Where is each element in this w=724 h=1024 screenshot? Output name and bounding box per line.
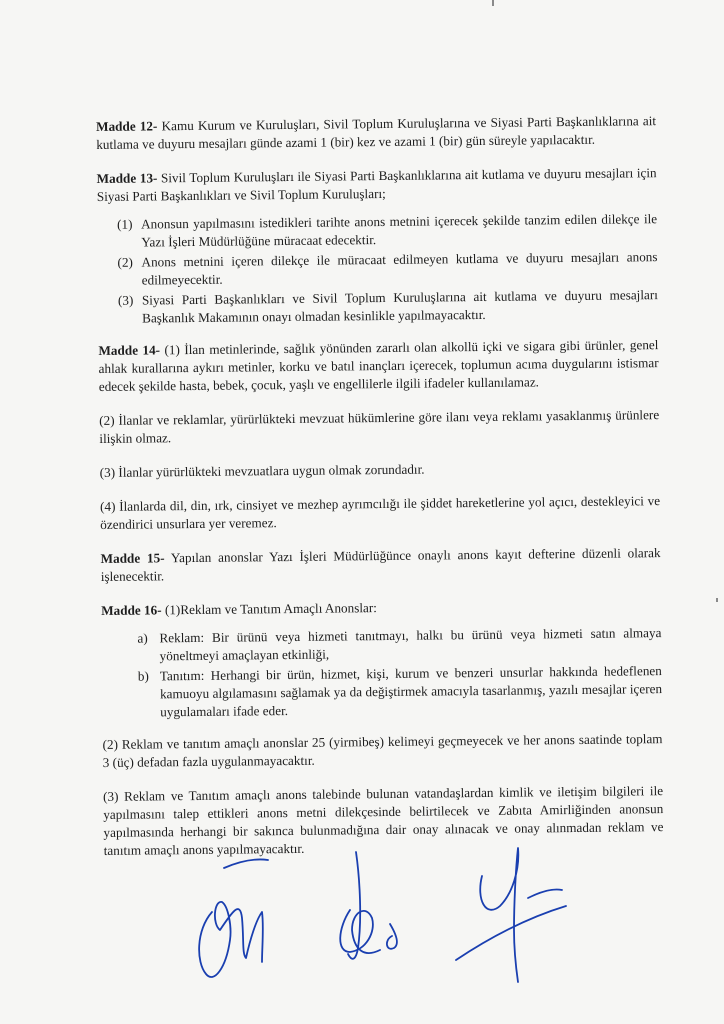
article-16-paragraph-3: (3) Reklam ve Tanıtım amaçlı anons talebinde bulunan vatandaşlardan kimlik ve iletişim bilgileri ile yapılmasını talep ettikleri anons metni dilekçesinde belirtilecek ve Zabıta Amirliğinden anonsun yapılmasında herhangi bir sakınca bulunmadığına dair onay alınacak ve onay alınmadan reklam ve tanıtım amaçlı anons yapılmayacaktır. <box>103 783 664 858</box>
list-item-text: Anonsun yapılmasını istedikleri tarihte anons metnini içerecek şekilde tanzim edilen dilekçe ile Yazı İşleri Müdürlüğüne müracaat edecektir. <box>141 211 658 250</box>
article-label: Madde 16- <box>101 602 162 618</box>
article-label: Madde 13- <box>96 170 158 186</box>
list-item-letter: a) <box>137 630 148 646</box>
article-text: Kamu Kurum ve Kuruluşları, Sivil Toplum Kuruluşlarına ve Siyasi Parti Başkanlıklarına ait kutlama ve duyuru mesajları günde azami 1 (bir) kez ve azami 1 (bir) gün süreyle yapılacaktır. <box>96 113 657 152</box>
article-16-paragraph-2: (2) Reklam ve tanıtım amaçlı anonslar 25 (yirmibeş) kelimeyi geçmeyecek ve her anons saatinde toplam 3 (üç) defadan fazla uygulanmayacaktır. <box>102 731 663 770</box>
article-12 <box>96 112 656 154</box>
article-15 <box>101 544 661 586</box>
list-item <box>97 248 657 290</box>
list-item-number: (3) <box>117 292 134 308</box>
article-13-list <box>97 210 658 328</box>
scan-mark-top <box>492 0 494 6</box>
article-text: Yapılan anonslar Yazı İşleri Müdürlüğünce onaylı anons kayıt defterine düzenli olarak işlenecektir. <box>100 545 661 584</box>
article-14-paragraph-2: (2) İlanlar ve reklamlar, yürürlükteki mevzuat hükümlerine göre ilanı veya reklamı yasaklanmış ürünlere ilişkin olmaz. <box>99 407 660 446</box>
list-item-number: (1) <box>117 216 133 232</box>
list-item-number: (2) <box>117 254 133 270</box>
document-body <box>96 112 664 876</box>
article-text: Sivil Toplum Kuruluşları ile Siyasi Parti Başkanlıklarına ait kutlama ve duyuru mesajları için Siyasi Parti Başkanlıkları ve Sivil Toplum Kuruluşları; <box>96 165 657 204</box>
article-14-paragraph-3: (3) İlanlar yürürlükteki mevzuatlara uygun olmak zorundadır. <box>99 461 425 480</box>
article-16-list <box>101 624 662 722</box>
list-item <box>101 624 661 666</box>
article-label: Madde 15- <box>100 550 165 566</box>
article-14 <box>98 336 659 396</box>
list-item <box>102 662 663 722</box>
list-item-text: Reklam: Bir ürünü veya hizmeti tanıtmayı, halkı bu ürünü veya hizmeti satın almaya yöneltmeyi amaçlayan etkinliği, <box>159 625 662 664</box>
article-13 <box>97 164 657 206</box>
list-item-letter: b) <box>137 668 149 684</box>
signature-1 <box>199 859 268 977</box>
article-label: Madde 14- <box>98 342 161 358</box>
list-item <box>98 286 658 328</box>
list-item-text: Siyasi Parti Başkanlıkları ve Sivil Toplum Kuruluşlarına ait kutlama ve duyuru mesajları Başkanlık Makamının onayı olmadan kesinlikle yapılmayacaktır. <box>141 287 658 326</box>
list-item <box>97 210 657 252</box>
scan-mark-right <box>716 598 718 602</box>
article-16 <box>101 596 661 620</box>
article-text: (1) İlan metinlerinde, sağlık yönünden zararlı olan alkollü içki ve sigara gibi ürünler, genel ahlak kurallarına aykırı metinler, korku ve batıl inançları içerecek, toplumun acıma duygularını istismar edecek şekilde hasta, bebek, çocuk, yaşlı ve engellilerle ilgili ifadeler kullanılamaz. <box>98 337 659 394</box>
article-label: Madde 12- <box>96 118 158 134</box>
article-text: (1)Reklam ve Tanıtım Amaçlı Anonslar: <box>161 600 377 618</box>
article-14-paragraph-4: (4) İlanlarda dil, din, ırk, cinsiyet ve mezhep ayrımcılığı ile şiddet hareketlerine yol açıcı, destekleyici ve özendirici unsurlara yer veremez. <box>99 493 661 532</box>
list-item-text: Anons metnini içeren dilekçe ile müracaat edilmeyen kutlama ve duyuru mesajları anons edilmeyecektir. <box>141 249 658 288</box>
list-item-text: Tanıtım: Herhangi bir ürün, hizmet, kişi, kurum ve benzeri unsurlar hakkında hedeflenen kamuoyu algılamasını sağlamak ya da değiştirmek amacıyla tasarlanmış, yazılı mesajlar içeren uygulamaları ifade eder. <box>159 663 663 720</box>
